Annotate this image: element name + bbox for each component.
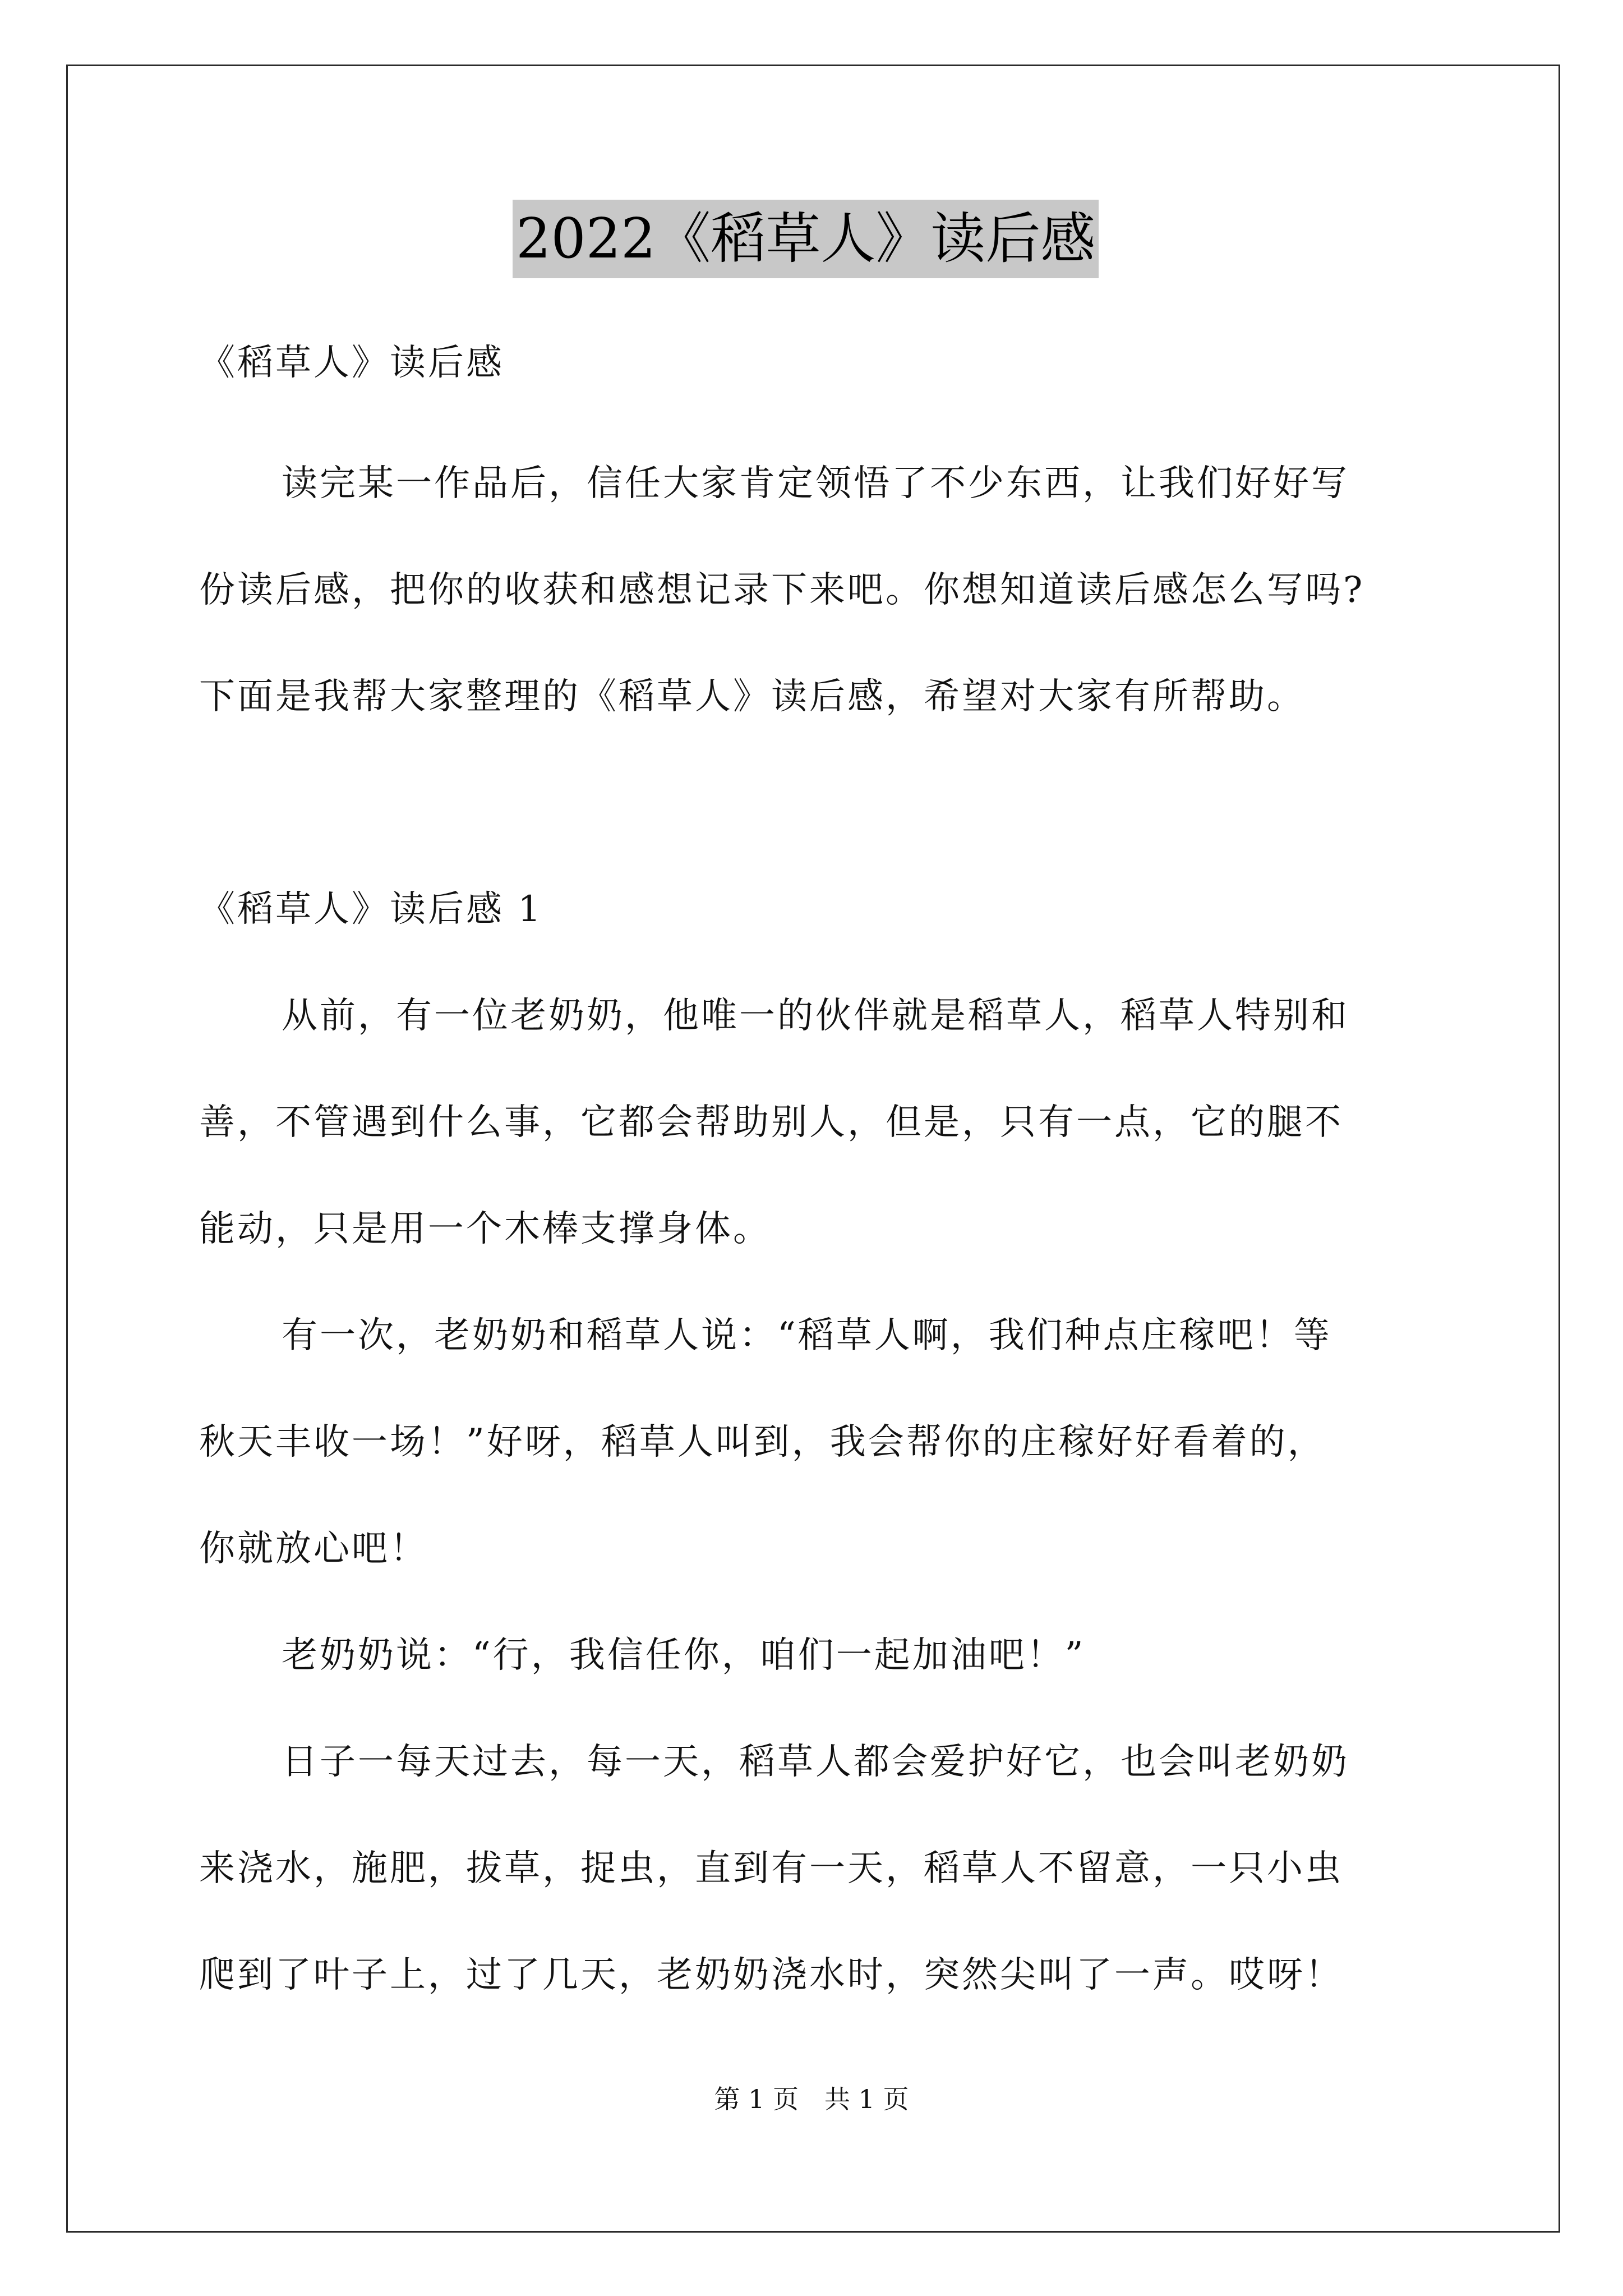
paragraph-line: 读完某一作品后，信任大家肯定领悟了不少东西，让我们好好写 [282,463,1349,504]
document-title: 2022《稻草人》读后感 [513,200,1099,278]
paragraph-line: 有一次，老奶奶和稻草人说：“稻草人啊，我们种点庄稼吧！等 [282,1315,1332,1356]
paragraph-line: 从前，有一位老奶奶，他唯一的伙伴就是稻草人，稻草人特别和 [282,995,1349,1037]
paragraph-line: 来浇水，施肥，拔草，捉虫，直到有一天，稻草人不留意，一只小虫 [199,1848,1343,1889]
paragraph-line: 老奶奶说：“行，我信任你，咱们一起加油吧！” [282,1635,1086,1676]
section-heading: 《稻草人》读后感 1 [199,889,543,930]
paragraph-line: 日子一每天过去，每一天，稻草人都会爱护好它，也会叫老奶奶 [282,1741,1349,1783]
paragraph-line: 下面是我帮大家整理的《稻草人》读后感，希望对大家有所帮助。 [199,676,1305,717]
page-number-total: 共 1 页 [824,2084,909,2114]
paragraph-line: 能动，只是用一个木棒支撑身体。 [199,1208,771,1250]
page-border [66,65,1560,2233]
page-footer [0,2082,1623,2116]
paragraph-line: 你就放心吧！ [199,1528,428,1570]
paragraph-line: 秋天丰收一场！”好呀，稻草人叫到，我会帮你的庄稼好好看着的， [199,1421,1326,1463]
subtitle-line: 《稻草人》读后感 [199,342,504,384]
paragraph-line: 善，不管遇到什么事，它都会帮助别人，但是，只有一点，它的腿不 [199,1102,1343,1143]
page-number-current: 第 1 页 [714,2084,799,2114]
paragraph-line: 爬到了叶子上，过了几天，老奶奶浇水时，突然尖叫了一声。哎呀！ [199,1954,1343,1996]
paragraph-line: 份读后感，把你的收获和感想记录下来吧。你想知道读后感怎么写吗? [199,569,1365,611]
